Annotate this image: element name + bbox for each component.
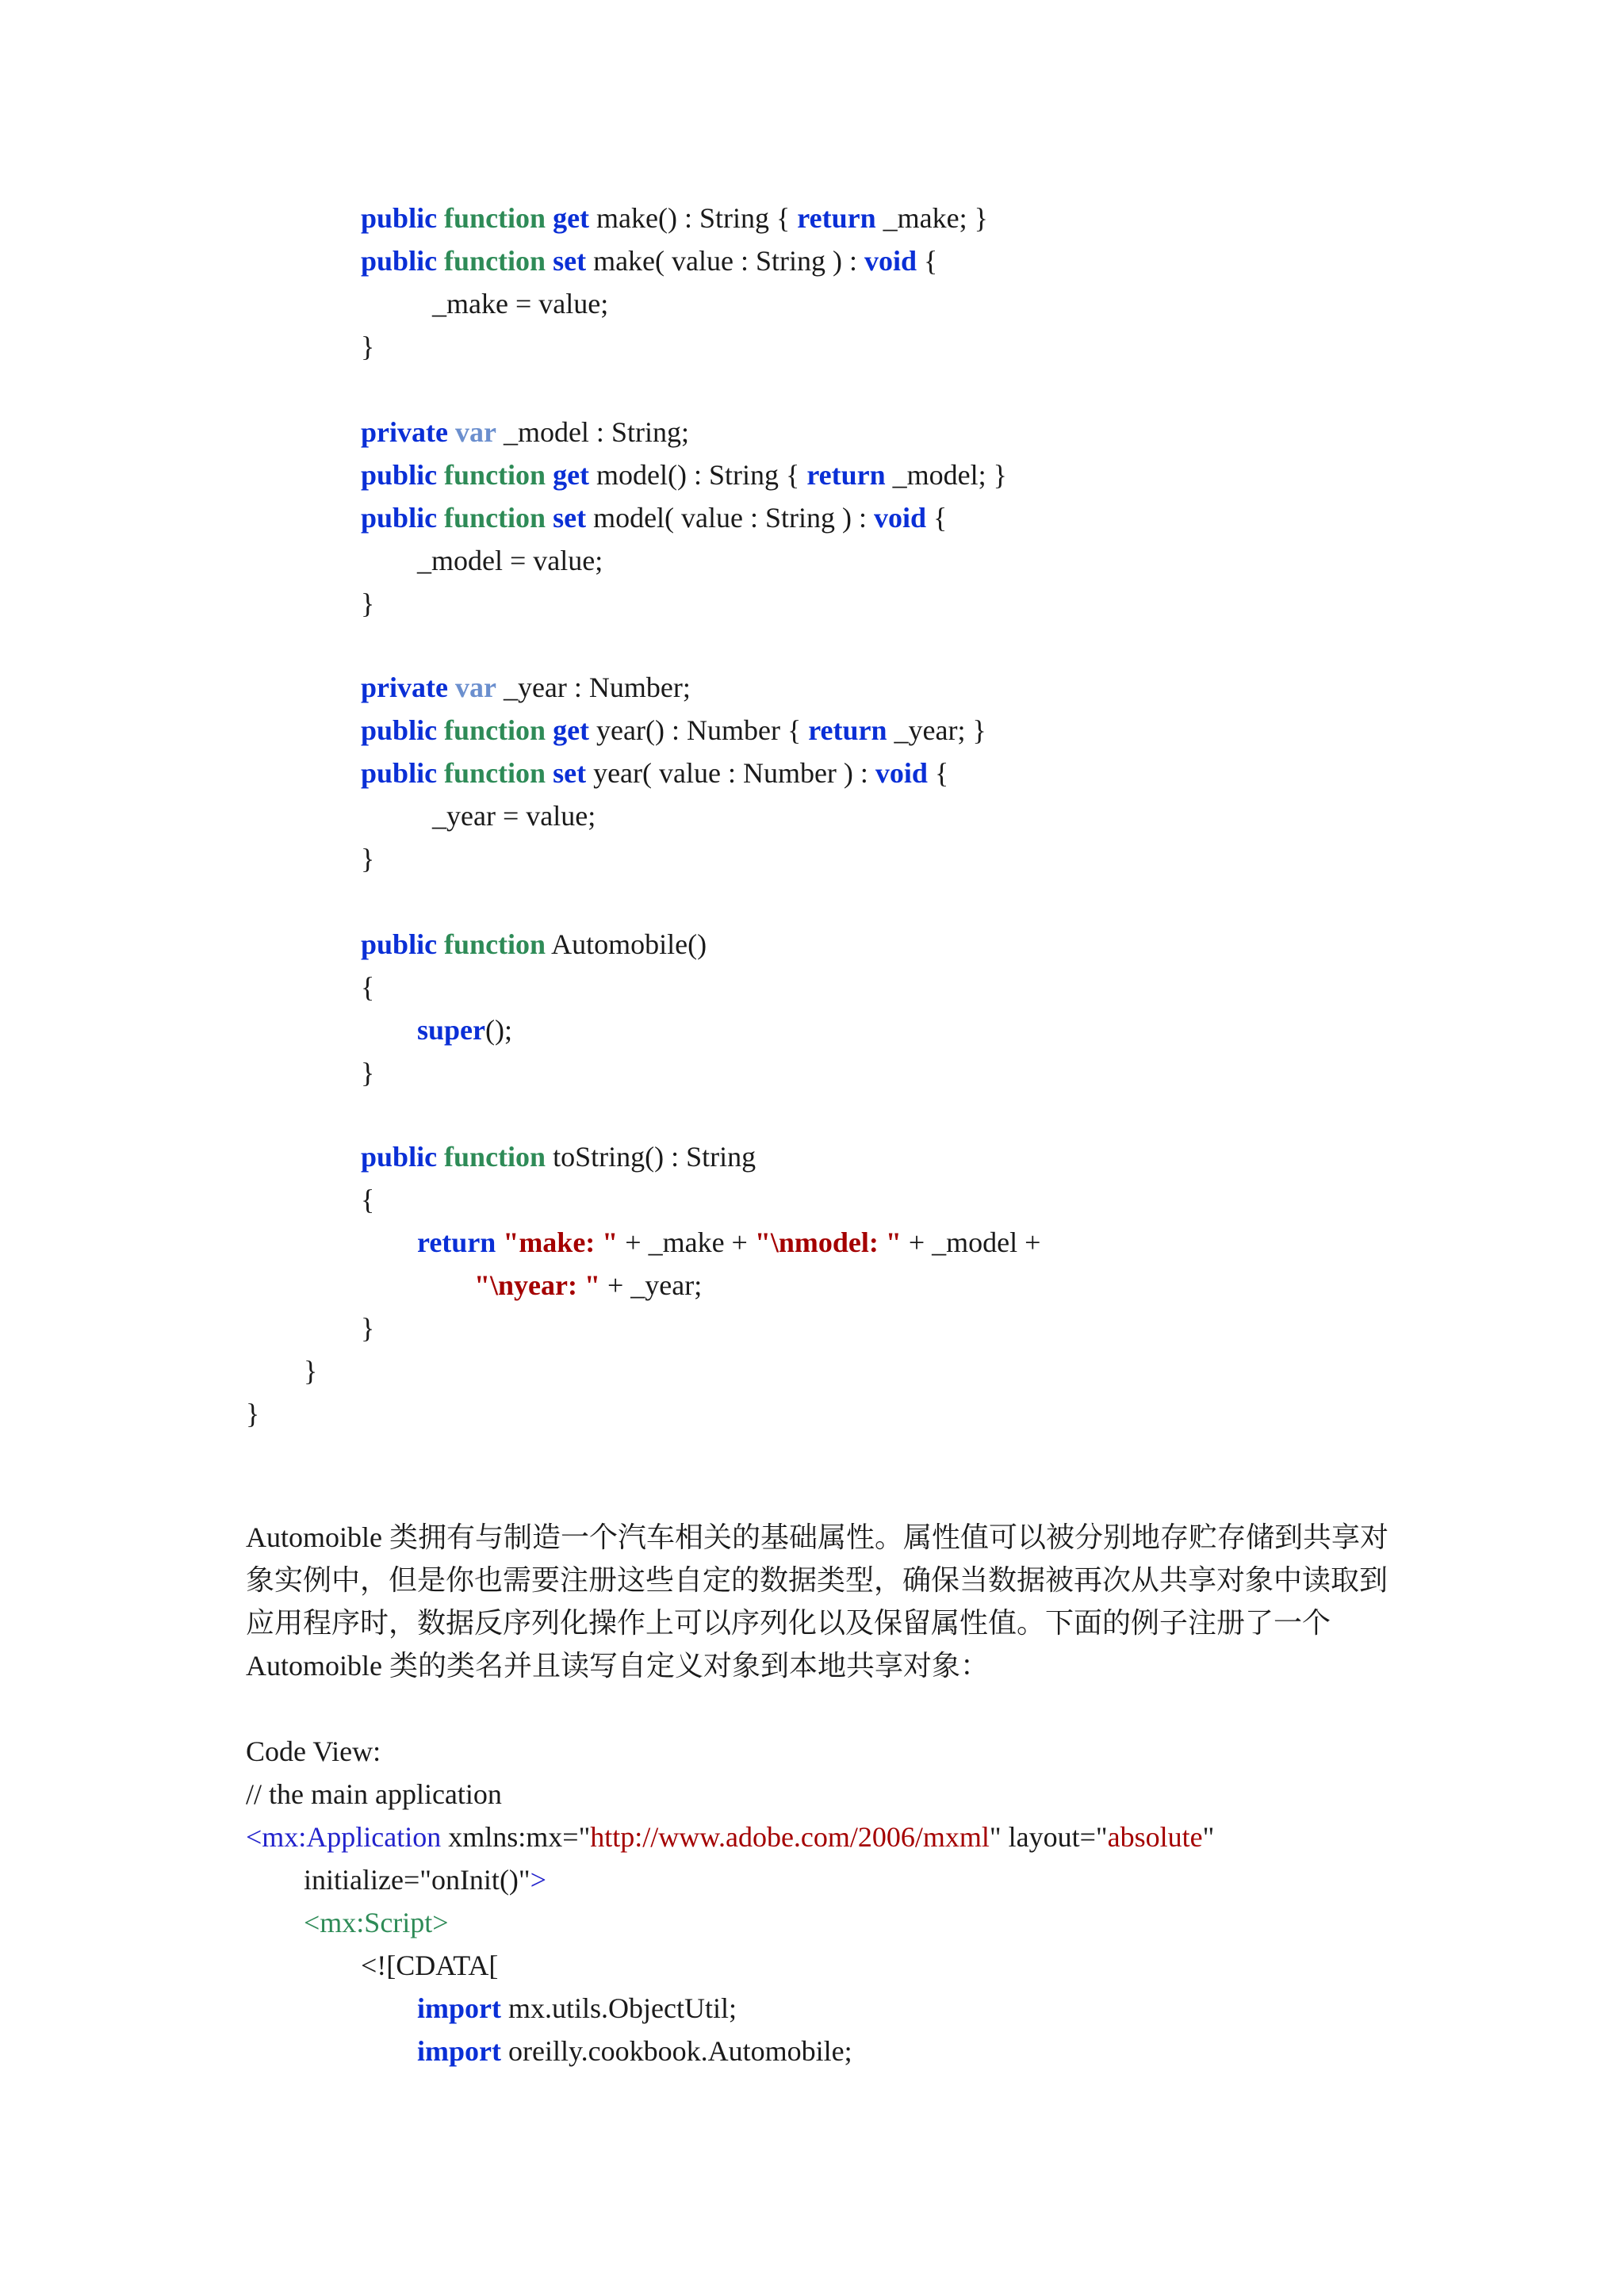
paragraph-line: 应用程序时，数据反序列化操作上可以序列化以及保留属性值。下面的例子注册了一个 <box>246 1607 1331 1639</box>
code-line-app-open <box>246 1816 1214 1858</box>
keyword-function: function <box>444 1141 546 1173</box>
code-text: initialize="onInit()" <box>304 1864 530 1896</box>
keyword-set: set <box>553 245 587 277</box>
code-line-close-brace: } <box>361 1312 375 1344</box>
code-line-package-close: } <box>246 1398 260 1429</box>
code-text: { <box>927 757 949 789</box>
code-line-make-setter <box>361 239 937 282</box>
code-line-ctor-sig <box>361 923 707 966</box>
code-text: year() : Number { <box>589 714 809 746</box>
code-line-tostring-sig <box>361 1135 756 1178</box>
code-line-model-getter <box>361 453 1007 496</box>
code-line-import <box>417 2030 852 2072</box>
code-line-close-brace: } <box>361 843 375 874</box>
code-text: (); <box>485 1014 512 1046</box>
code-text <box>496 1226 503 1258</box>
code-line-class-close: } <box>304 1355 318 1387</box>
keyword-function: function <box>444 202 546 234</box>
keyword-get: get <box>553 714 590 746</box>
attribute-value: absolute <box>1107 1821 1203 1853</box>
xml-tag: <mx:Application <box>246 1821 442 1853</box>
code-text: toString() : String <box>546 1141 756 1173</box>
keyword-get: get <box>553 459 590 491</box>
code-text: model( value : String ) : <box>586 502 874 534</box>
keyword-public: public <box>361 245 438 277</box>
keyword-return: return <box>797 202 876 234</box>
keyword-set: set <box>553 502 587 534</box>
keyword-public: public <box>361 202 438 234</box>
code-text: " <box>1202 1821 1215 1853</box>
code-text: model() : String { <box>589 459 807 491</box>
code-text: " layout=" <box>989 1821 1108 1853</box>
keyword-super: super <box>417 1014 486 1046</box>
paragraph-line: Automoible 类拥有与制造一个汽车相关的基础属性。属性值可以被分别地存贮存储到共享对 <box>246 1521 1388 1553</box>
code-text: + _make + <box>618 1226 755 1258</box>
xml-tag: > <box>530 1864 546 1896</box>
code-line-year-getter <box>361 709 986 752</box>
code-text: { <box>917 245 938 277</box>
code-line-year-setter <box>361 752 948 794</box>
keyword-import: import <box>417 1992 501 2024</box>
code-line-open-brace: { <box>361 971 375 1003</box>
code-line-model-setter <box>361 496 947 539</box>
keyword-import: import <box>417 2035 501 2067</box>
keyword-function: function <box>444 928 546 960</box>
code-text: + _year; <box>599 1269 703 1301</box>
code-line-year-decl <box>361 666 691 709</box>
keyword-void: void <box>864 245 917 277</box>
code-line-close-brace: } <box>361 587 375 619</box>
code-line-super-call <box>417 1008 512 1051</box>
code-line-cdata: <![CDATA[ <box>361 1950 499 1981</box>
code-text: make() : String { <box>589 202 798 234</box>
paragraph-line: 象实例中，但是你也需要注册这些自定的数据类型，确保当数据被再次从共享对象中读取到 <box>246 1564 1388 1596</box>
keyword-public: public <box>361 459 438 491</box>
code-text: + _model + <box>901 1226 1041 1258</box>
code-line-make-assign: _make = value; <box>432 288 609 320</box>
code-line-model-decl <box>361 411 689 453</box>
code-line-tostring-cont <box>474 1264 702 1307</box>
keyword-public: public <box>361 714 438 746</box>
keyword-var: var <box>454 672 496 703</box>
keyword-return: return <box>806 459 886 491</box>
string-literal: "make: " <box>503 1226 619 1258</box>
code-line-make-getter <box>361 197 988 239</box>
code-text: Automobile() <box>546 928 707 960</box>
keyword-var: var <box>454 416 496 448</box>
keyword-function: function <box>444 757 546 789</box>
code-line-close-brace: } <box>361 331 375 362</box>
keyword-private: private <box>361 672 448 703</box>
code-line-close-brace: } <box>361 1057 375 1089</box>
keyword-function: function <box>444 245 546 277</box>
keyword-function: function <box>444 502 546 534</box>
code-line-app-init <box>304 1858 546 1901</box>
paragraph-line: Automoible 类的类名并且读写自定义对象到本地共享对象： <box>246 1650 989 1682</box>
code-line-comment: // the main application <box>246 1778 502 1810</box>
code-text: { <box>926 502 948 534</box>
code-line-import <box>417 1987 737 2030</box>
code-line-tostring-return <box>417 1221 1040 1264</box>
string-literal: "\nmodel: " <box>754 1226 902 1258</box>
code-text: year( value : Number ) : <box>586 757 875 789</box>
keyword-return: return <box>808 714 887 746</box>
code-view-heading: Code View: <box>246 1735 381 1767</box>
code-text: xmlns:mx=" <box>441 1821 591 1853</box>
keyword-public: public <box>361 928 438 960</box>
attribute-value: http://www.adobe.com/2006/mxml <box>590 1821 990 1853</box>
code-text: _year : Number; <box>496 672 691 703</box>
code-line-model-assign: _model = value; <box>417 545 603 576</box>
keyword-void: void <box>874 502 927 534</box>
code-text: make( value : String ) : <box>586 245 864 277</box>
code-text: mx.utils.ObjectUtil; <box>500 1992 737 2024</box>
keyword-set: set <box>553 757 587 789</box>
code-text: _year; } <box>887 714 986 746</box>
code-line-open-brace: { <box>361 1184 375 1215</box>
code-text: _make; } <box>875 202 988 234</box>
keyword-return: return <box>417 1226 496 1258</box>
keyword-get: get <box>553 202 590 234</box>
keyword-function: function <box>444 714 546 746</box>
code-text: oreilly.cookbook.Automobile; <box>500 2035 852 2067</box>
keyword-void: void <box>875 757 928 789</box>
code-text: _model : String; <box>496 416 689 448</box>
keyword-public: public <box>361 757 438 789</box>
code-line-script-open: <mx:Script> <box>304 1907 449 1938</box>
keyword-public: public <box>361 502 438 534</box>
string-literal: "\nyear: " <box>474 1269 600 1301</box>
keyword-public: public <box>361 1141 438 1173</box>
code-line-year-assign: _year = value; <box>432 800 596 832</box>
code-text: _model; } <box>885 459 1007 491</box>
keyword-function: function <box>444 459 546 491</box>
keyword-private: private <box>361 416 448 448</box>
